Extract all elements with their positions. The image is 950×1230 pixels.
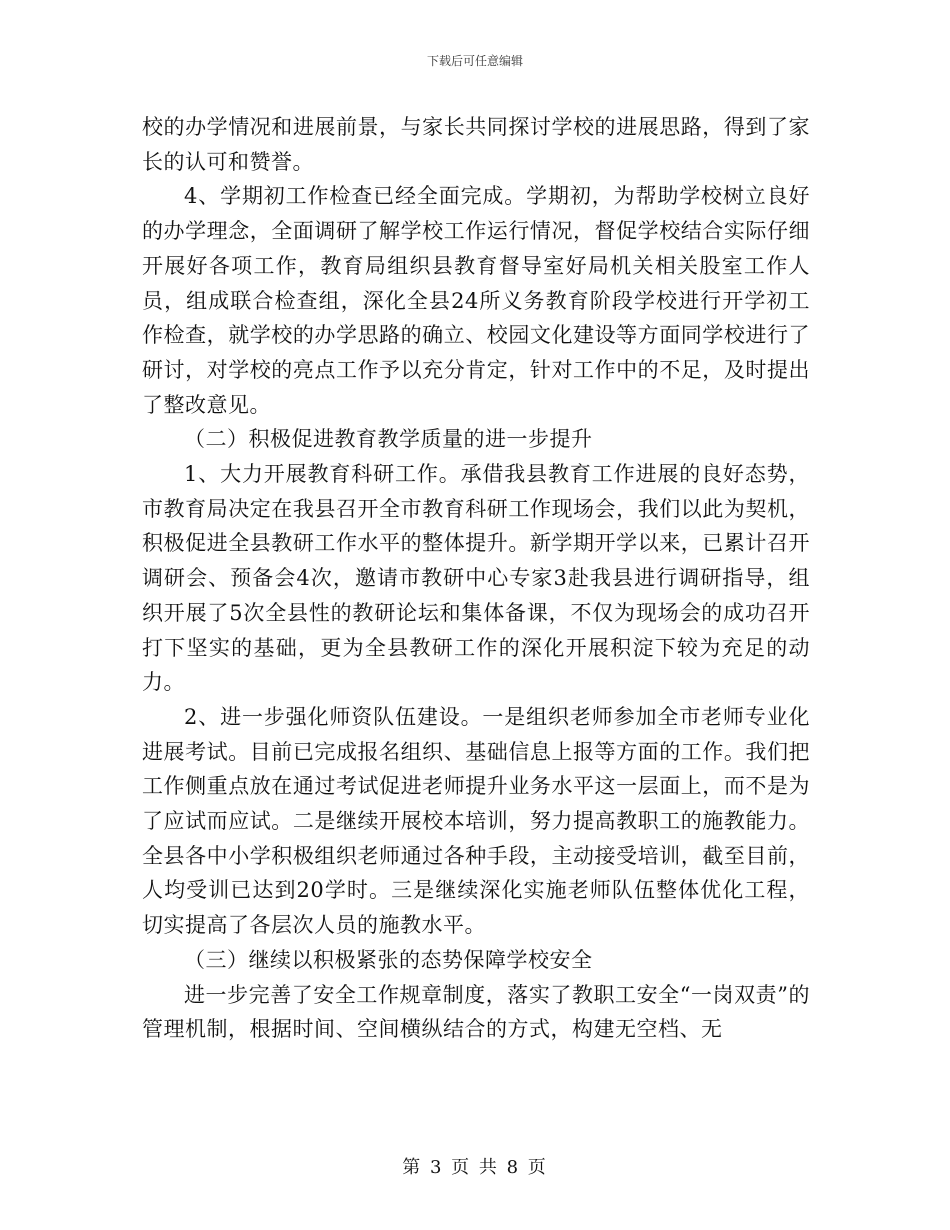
page-header: 下载后可任意编辑 <box>426 54 523 68</box>
section-heading-3: （三）继续以积极紧张的态势保障学校安全 <box>184 947 593 972</box>
document-body <box>142 110 810 1047</box>
paragraph-item-2: 2、进一步强化师资队伍建设。一是组织老师参加全市老师专业化进展考试。目前已完成报名组织、基础信息上报等方面的工作。我们把工作侧重点放在通过考试促进老师提升业务水平这一层面上，而不是为了应试而应试。二是继续开展校本培训，努力提高教职工的施教能力。全县各中小学积极组织老师通过各种手段，主动接受培训，截至目前，人均受训已达到20学时。三是继续深化实施老师队伍整体优化工程，切实提高了各层次人员的施教水平。 <box>142 704 810 938</box>
paragraph-continuation: 校的办学情况和进展前景，与家长共同探讨学校的进展思路，得到了家长的认可和赞誉。 <box>142 115 810 174</box>
paragraph-safety: 进一步完善了安全工作规章制度，落实了教职工安全“一岗双责”的管理机制，根据时间、空间横纵结合的方式，构建无空档、无 <box>142 982 810 1042</box>
section-heading-2: （二）积极促进教育教学质量的进一步提升 <box>184 427 593 452</box>
paragraph-item-1: 1、大力开展教育科研工作。承借我县教育工作进展的良好态势，市教育局决定在我县召开全市教育科研工作现场会，我们以此为契机，积极促进全县教研工作水平的整体提升。新学期开学以来，已累计召开调研会、预备会4次，邀请市教研中心专家3赴我县进行调研指导，组织开展了5次全县性的教研论坛和集体备课，不仅为现场会的成功召开打下坚实的基础，更为全县教研工作的深化开展积淀下较为充足的动力。 <box>142 462 810 695</box>
paragraph-item-4: 4、学期初工作检查已经全面完成。学期初，为帮助学校树立良好的办学理念，全面调研了解学校工作运行情况，督促学校结合实际仔细开展好各项工作，教育局组织县教育督导室好局机关相关股室工作人员，组成联合检查组，深化全县24所义务教育阶段学校进行开学初工作检查，就学校的办学思路的确立、校园文化建设等方面同学校进行了研讨，对学校的亮点工作予以充分肯定，针对工作中的不足，及时提出了整改意见。 <box>142 184 810 417</box>
page-footer: 第 3 页 共 8 页 <box>402 1157 548 1178</box>
